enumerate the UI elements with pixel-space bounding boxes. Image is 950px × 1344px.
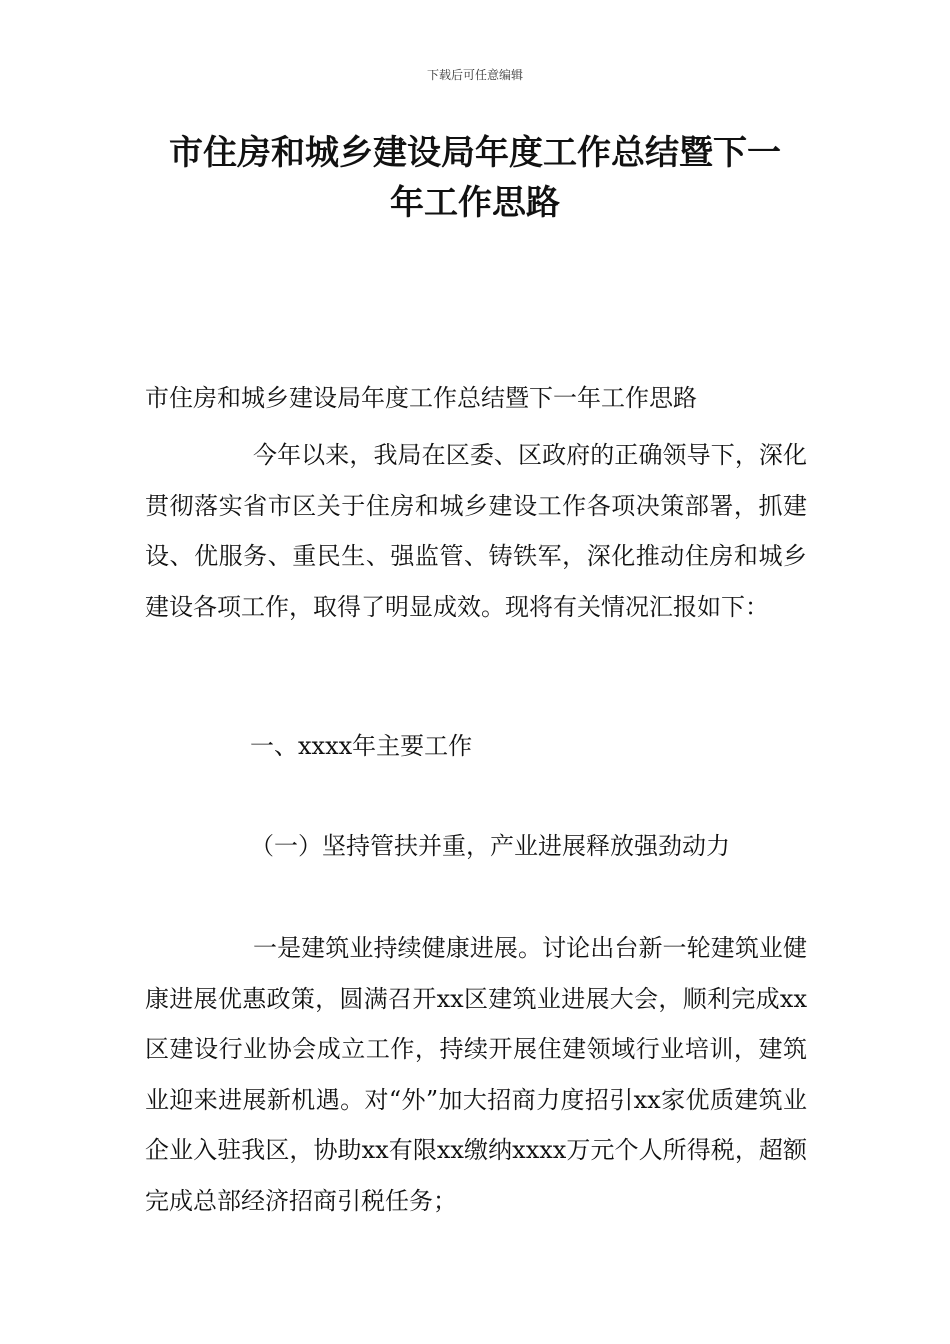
section-heading: 一、xxxx年主要工作 — [250, 732, 473, 760]
intro-paragraph: 今年以来，我局在区委、区政府的正确领导下，深化贯彻落实省市区关于住房和城乡建设工作各项决策部署，抓建设、优服务、重民生、强监管、铸铁军，深化推动住房和城乡建设各项工作，取得了明显成效。现将有关情况汇报如下： — [145, 441, 807, 621]
body-paragraph: 一是建筑业持续健康进展。讨论出台新一轮建筑业健康进展优惠政策，圆满召开xx区建筑业进展大会，顺利完成xx区建设行业协会成立工作，持续开展住建领域行业培训，建筑业迎来进展新机遇。对“外”加大招商力度招引xx家优质建筑业企业入驻我区，协助xx有限xx缴纳xxxx万元个人所得税，超额完成总部经济招商引税任务； — [145, 934, 807, 1215]
document-title-line-1: 市住房和城乡建设局年度工作总结暨下一 — [169, 133, 781, 173]
subsection-heading: （一）坚持管扶并重，产业进展释放强劲动力 — [250, 832, 730, 860]
header-note: 下载后可任意编辑 — [426, 68, 523, 82]
document-subtitle: 市住房和城乡建设局年度工作总结暨下一年工作思路 — [145, 384, 697, 412]
document-title — [140, 128, 810, 228]
document-title-line-2: 年工作思路 — [390, 183, 560, 223]
